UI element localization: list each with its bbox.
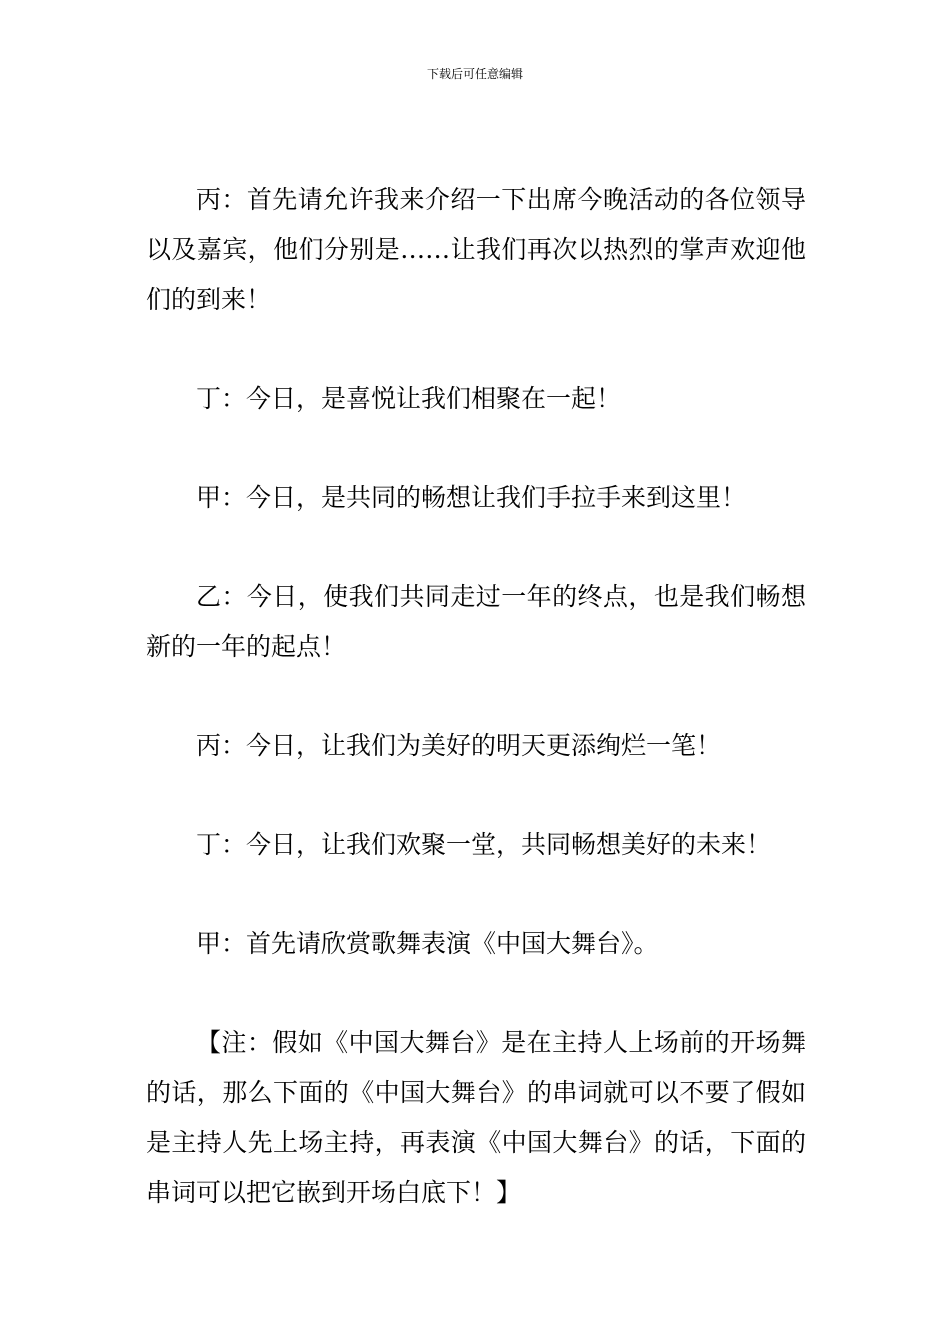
paragraph-4: 乙：今日，使我们共同走过一年的终点，也是我们畅想新的一年的起点！ — [146, 582, 806, 661]
paragraph-1: 丙：首先请允许我来介绍一下出席今晚活动的各位领导以及嘉宾，他们分别是……让我们再次以热烈的掌声欢迎他们的到来！ — [146, 185, 806, 314]
paragraph-6: 丁：今日，让我们欢聚一堂，共同畅想美好的未来！ — [196, 830, 772, 859]
document-body — [146, 175, 806, 1218]
paragraph-3: 甲：今日，是共同的畅想让我们手拉手来到这里！ — [196, 483, 747, 512]
paragraph-2: 丁：今日，是喜悦让我们相聚在一起！ — [196, 384, 622, 413]
header-note: 下载后可任意编辑 — [426, 67, 523, 81]
paragraph-7: 甲：首先请欣赏歌舞表演《中国大舞台》。 — [196, 929, 659, 958]
paragraph-5: 丙：今日，让我们为美好的明天更添绚烂一笔！ — [196, 731, 722, 760]
paragraph-note: 【注：假如《中国大舞台》是在主持人上场前的开场舞的话，那么下面的《中国大舞台》的串词就可以不要了假如是主持人先上场主持，再表演《中国大舞台》的话，下面的串词可以把它嵌到开场白底下！】 — [146, 1028, 806, 1207]
